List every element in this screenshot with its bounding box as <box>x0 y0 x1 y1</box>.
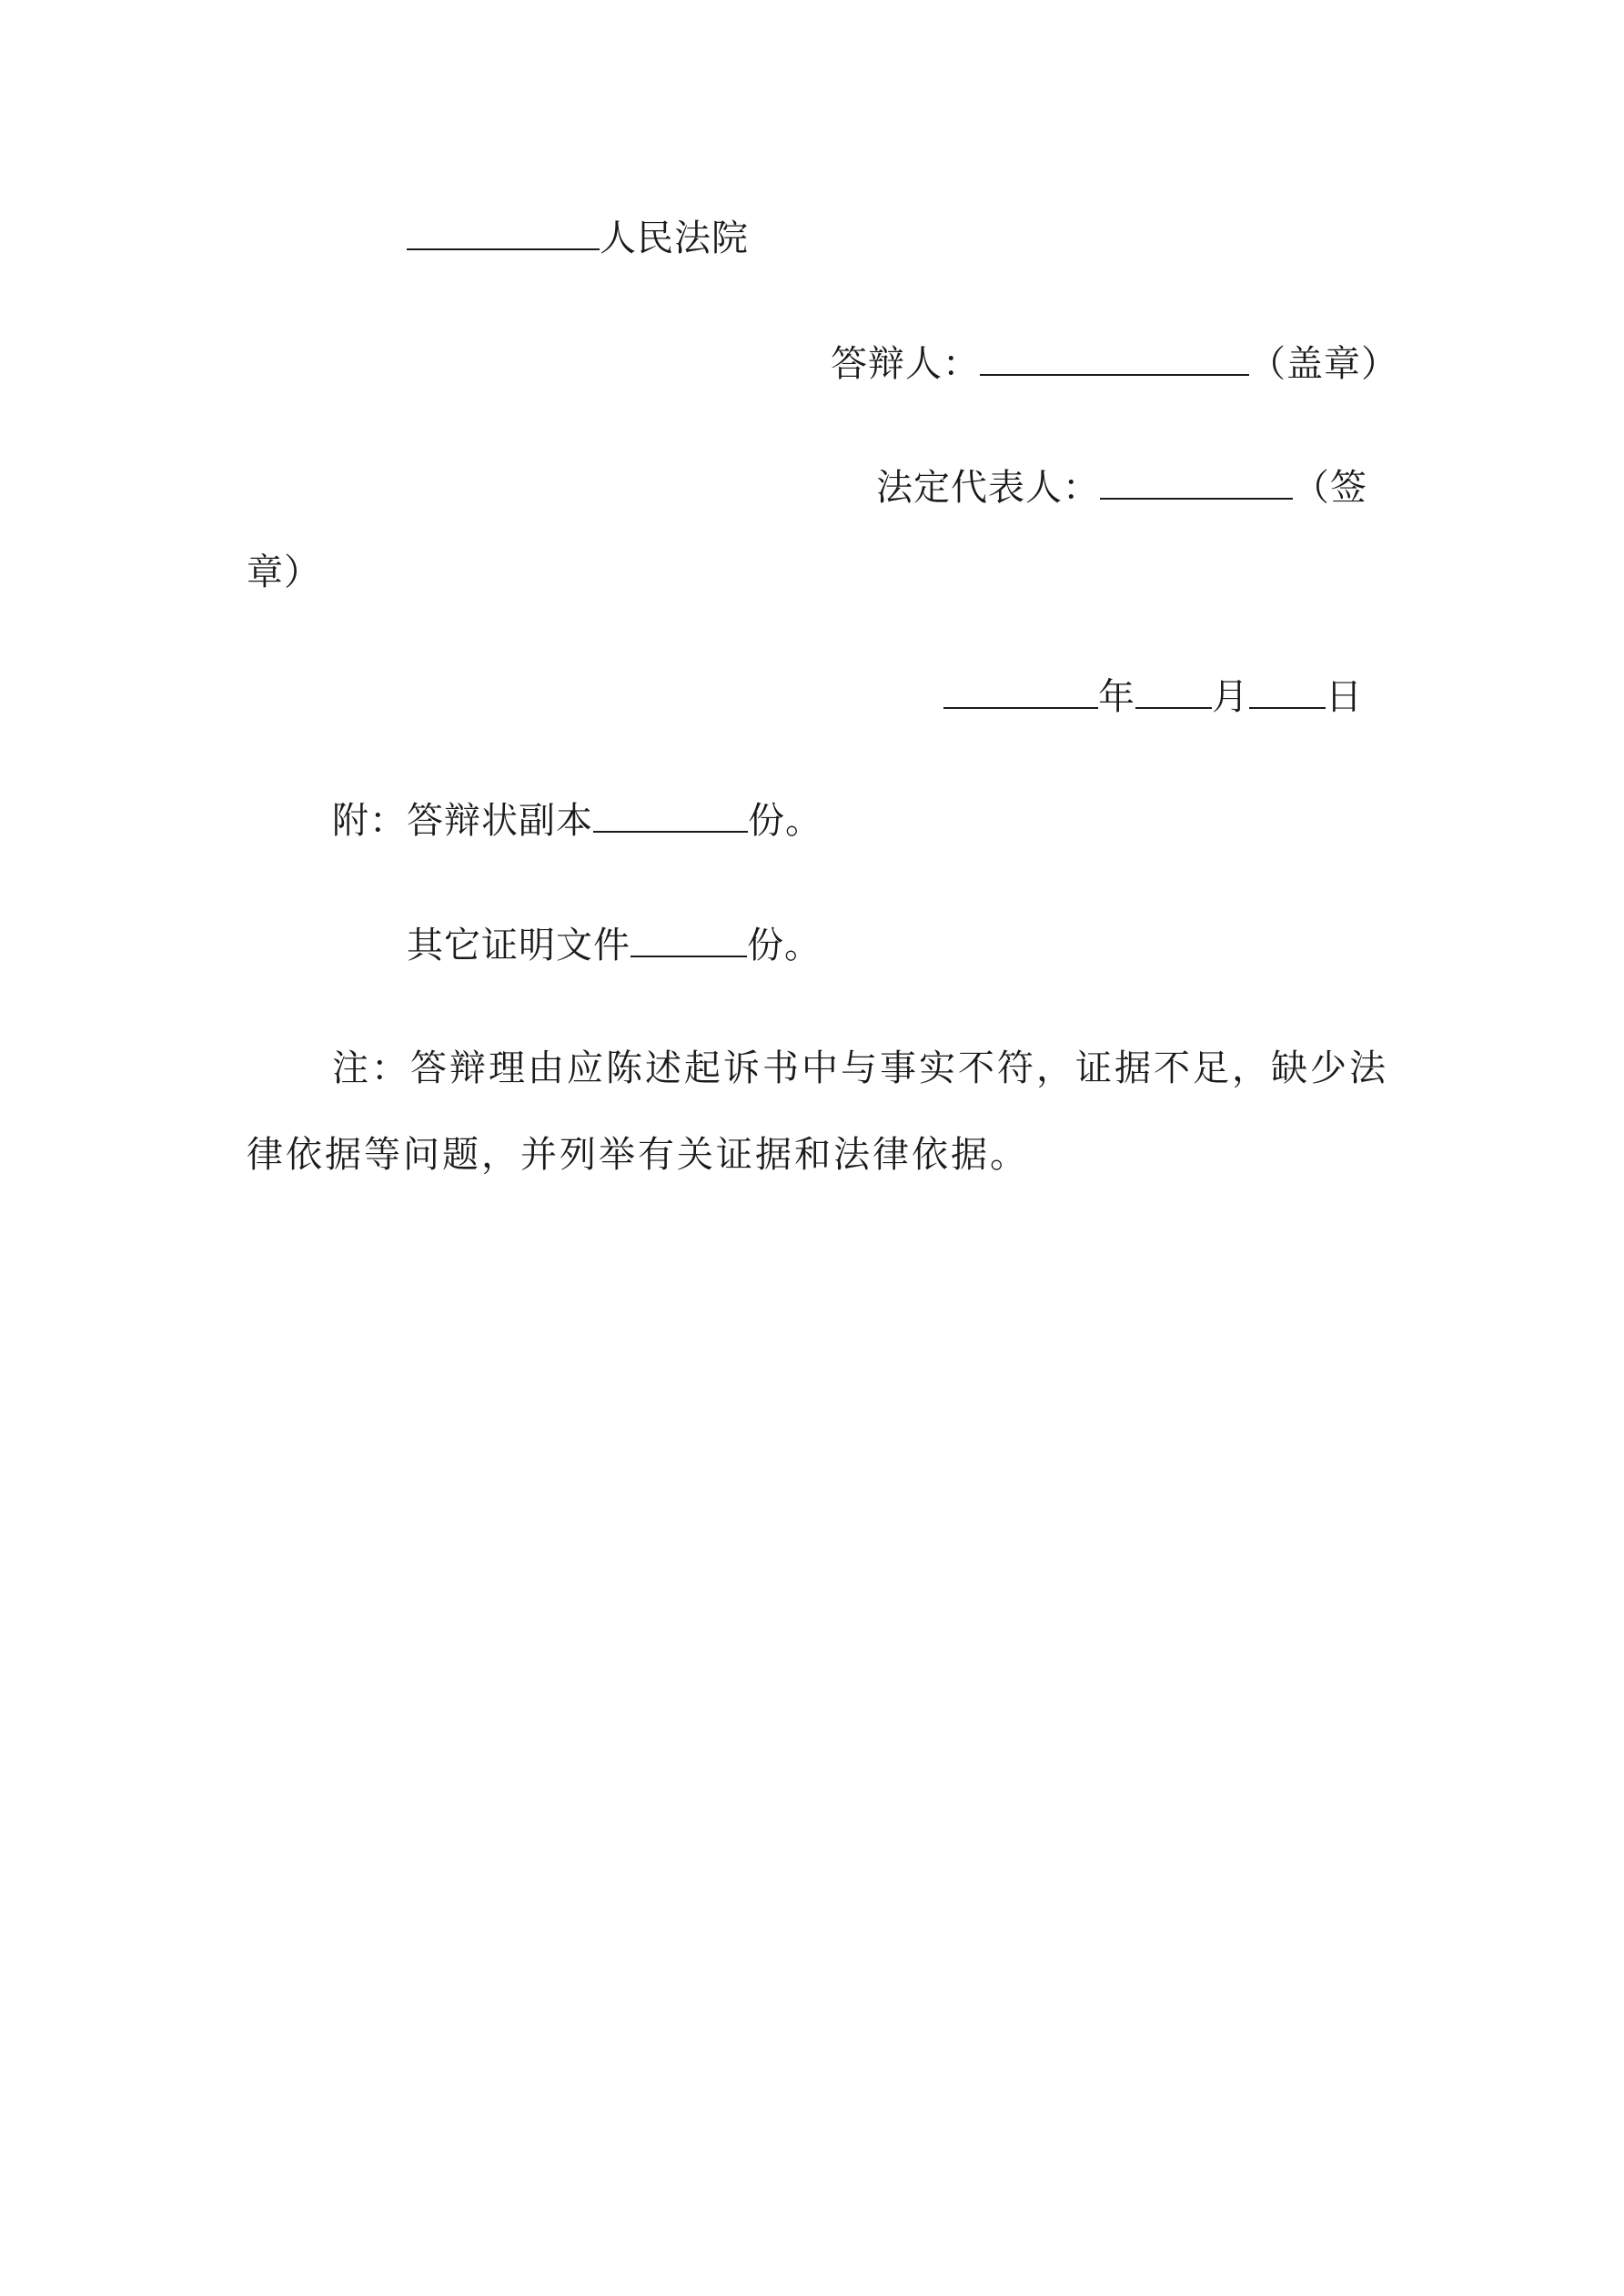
day-label: 日 <box>1326 676 1363 718</box>
legal-rep-label: 法定代表人： <box>876 467 1100 509</box>
court-suffix: 人民法院 <box>600 217 749 259</box>
note-line-2: 律依据等问题，并列举有关证据和法律依据。 <box>247 1134 1029 1176</box>
month-label: 月 <box>1212 676 1249 718</box>
other-docs-count-blank[interactable] <box>630 925 747 957</box>
respondent-line <box>831 342 1398 386</box>
legal-rep-line <box>876 466 1367 510</box>
court-line <box>407 217 749 260</box>
court-name-blank[interactable] <box>407 217 600 250</box>
month-blank[interactable] <box>1135 676 1212 709</box>
respondent-blank[interactable] <box>980 343 1249 376</box>
legal-rep-sign-wrap <box>247 551 321 594</box>
day-blank[interactable] <box>1249 676 1326 709</box>
attachment-unit: 份。 <box>748 800 822 842</box>
respondent-seal: （盖章） <box>1249 343 1398 385</box>
other-docs-label: 其它证明文件 <box>407 925 630 966</box>
legal-rep-sign-start: （签 <box>1293 467 1367 509</box>
legal-rep-sign-end: 章） <box>247 551 321 593</box>
attachment-label: 附：答辩状副本 <box>332 800 593 842</box>
attachment-line <box>332 799 822 843</box>
date-line <box>943 675 1363 719</box>
legal-rep-blank[interactable] <box>1100 467 1293 500</box>
year-label: 年 <box>1098 676 1135 718</box>
year-blank[interactable] <box>943 676 1098 709</box>
attachment-count-blank[interactable] <box>593 800 748 833</box>
other-docs-unit: 份。 <box>747 925 822 966</box>
note-line-1: 注：答辩理由应陈述起诉书中与事实不符，证据不足，缺少法 <box>332 1047 1388 1089</box>
other-docs-line <box>407 924 822 967</box>
respondent-label: 答辩人： <box>831 343 980 385</box>
